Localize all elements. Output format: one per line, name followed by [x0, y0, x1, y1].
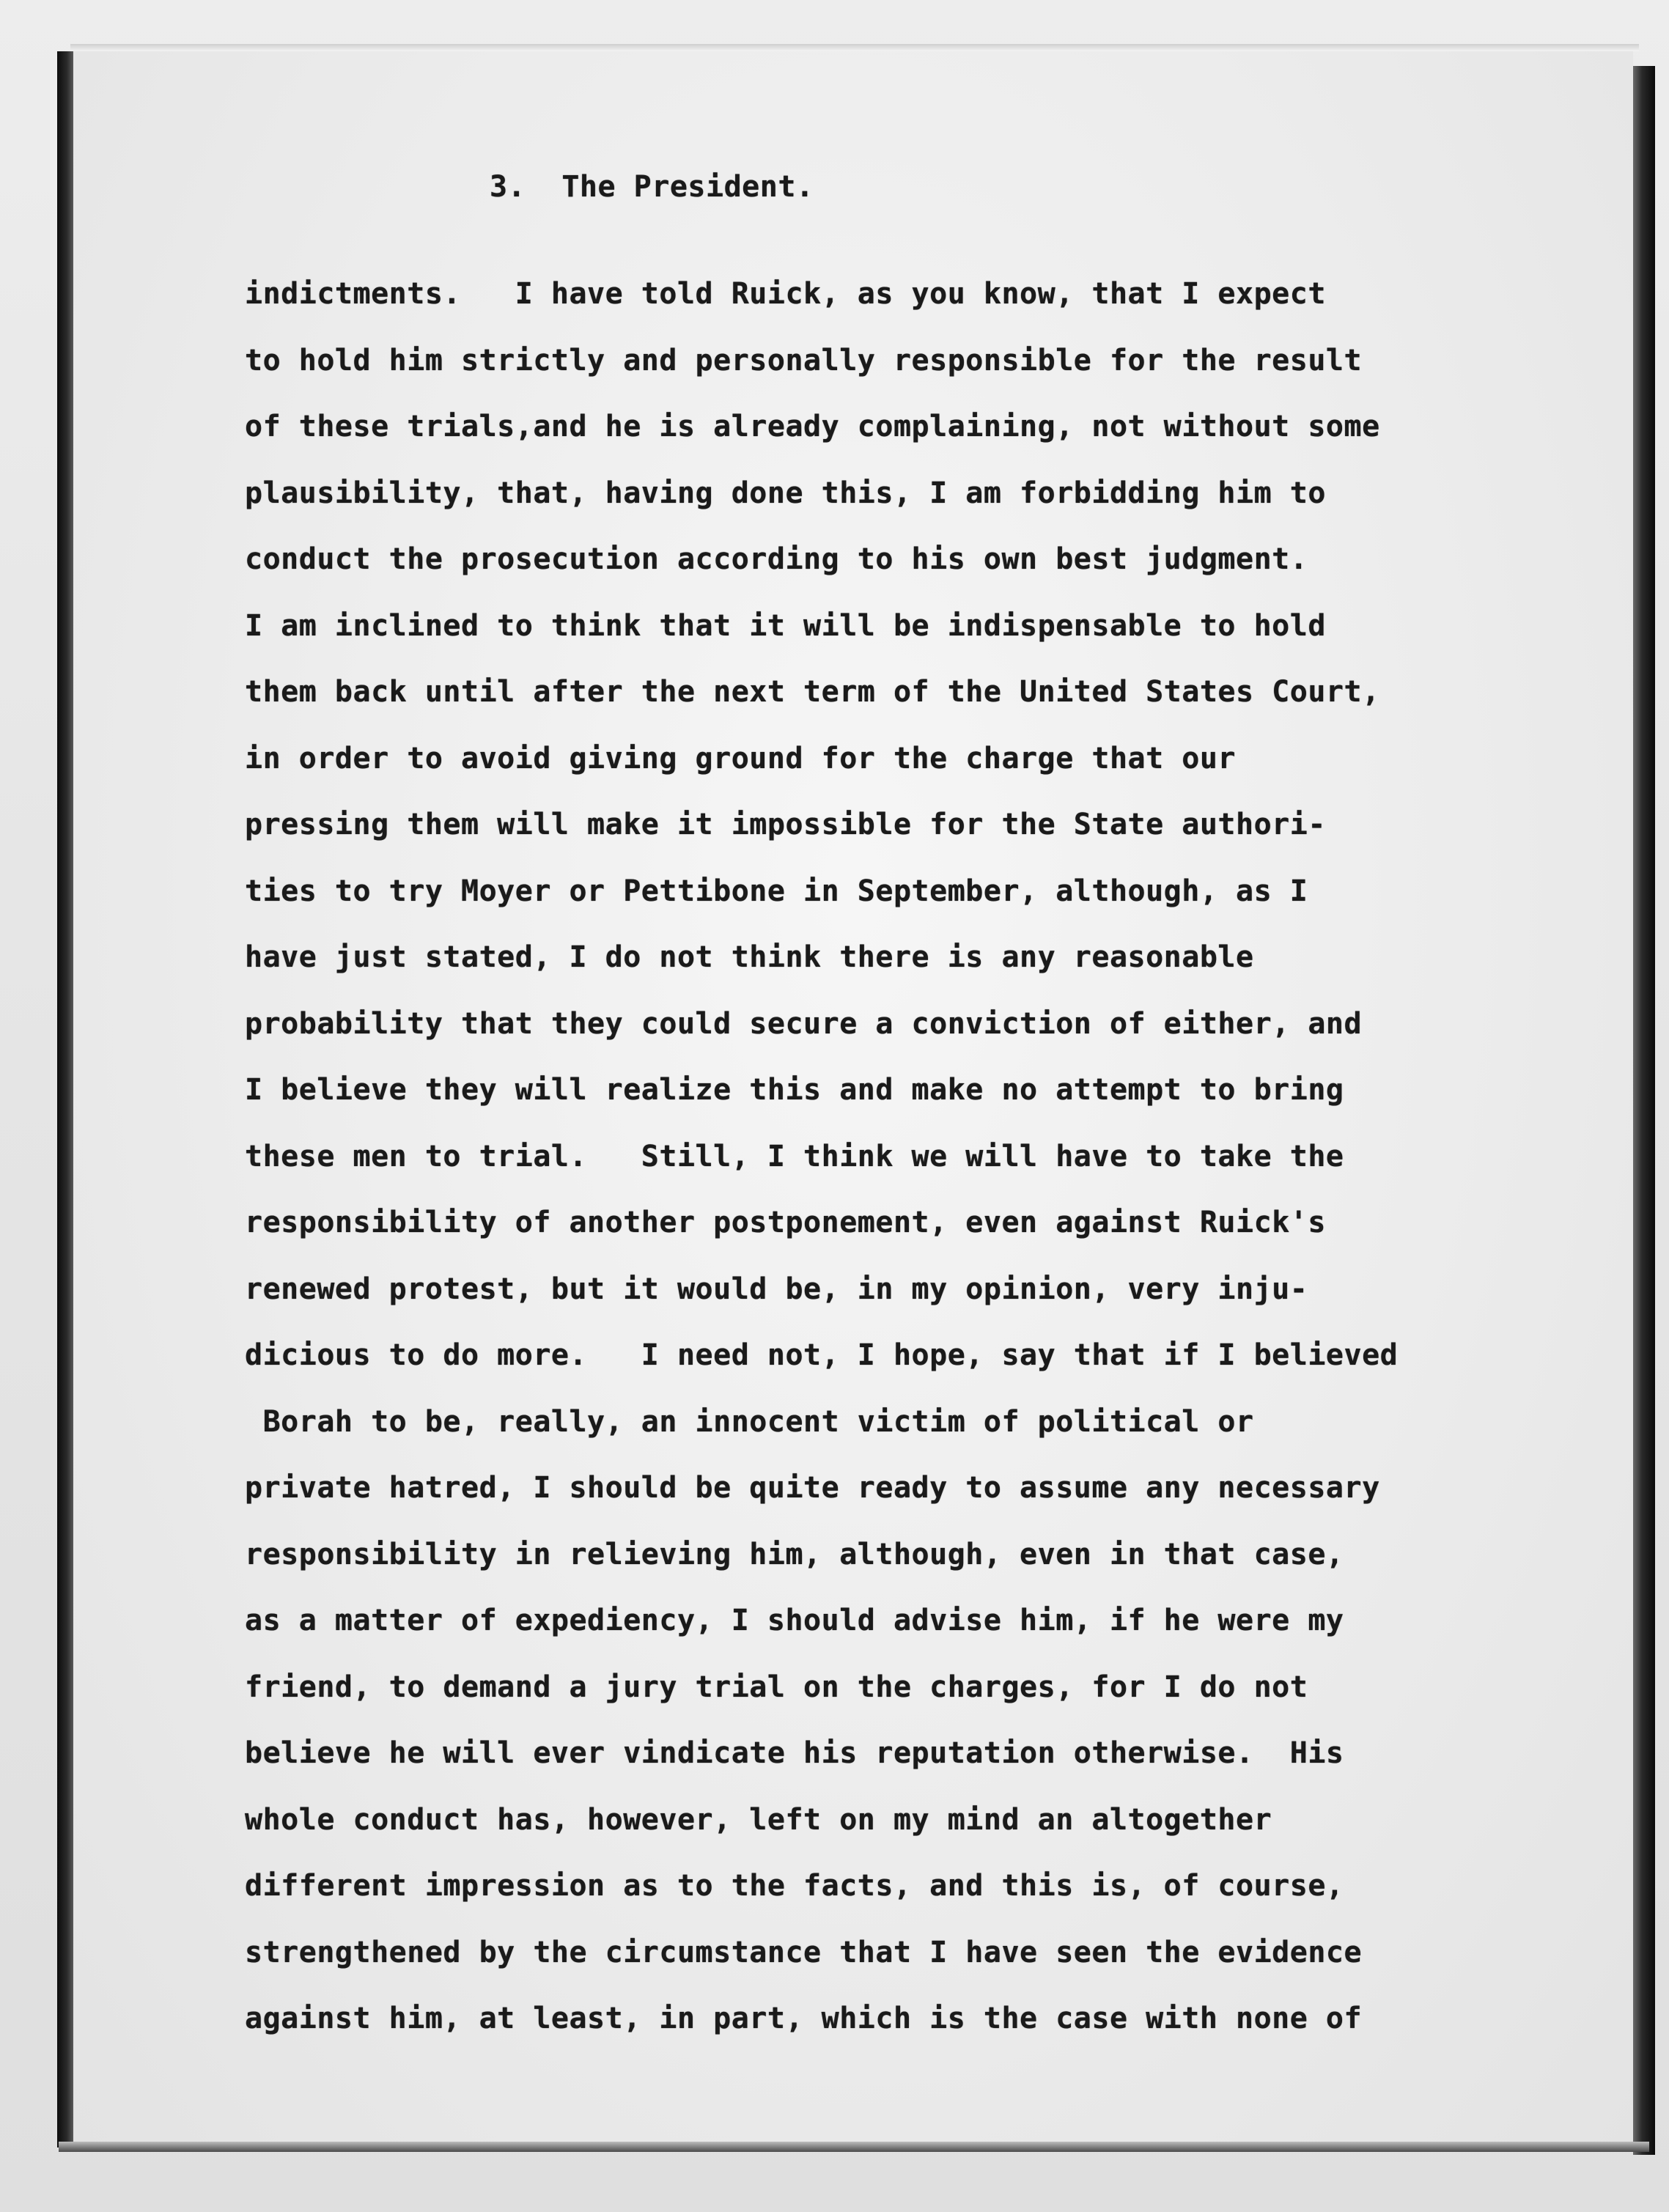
text-line: responsibility in relieving him, although, even in that case,: [245, 1537, 1344, 1571]
text-line: have just stated, I do not think there is any reasonable: [245, 940, 1254, 974]
page-header: 3. The President.: [490, 170, 814, 204]
text-line: indictments. I have told Ruick, as you know, that I expect: [245, 277, 1326, 311]
text-line: friend, to demand a jury trial on the charges, for I do not: [245, 1670, 1308, 1704]
text-line: whole conduct has, however, left on my mind an altogether: [245, 1802, 1272, 1837]
text-line: them back until after the next term of the United States Court,: [245, 675, 1380, 709]
text-line: as a matter of expediency, I should advise him, if he were my: [245, 1604, 1344, 1637]
text-line: to hold him strictly and personally responsible for the result: [245, 343, 1363, 377]
text-line: I believe they will realize this and make no attempt to bring: [245, 1073, 1344, 1107]
text-line: plausibility, that, having done this, I am forbidding him to: [245, 476, 1326, 510]
typewritten-letter-body: [245, 0, 1550, 2035]
paper-left-edge-shadow: [57, 51, 73, 2148]
text-line: of these trials,and he is already complaining, not without some: [245, 410, 1380, 443]
text-line: renewed protest, but it would be, in my opinion, very inju-: [245, 1272, 1308, 1306]
text-line: dicious to do more. I need not, I hope, say that if I believed: [245, 1338, 1399, 1372]
text-line: strengthened by the circumstance that I have seen the evidence: [245, 1935, 1363, 1969]
text-line: Borah to be, really, an innocent victim of political or: [245, 1404, 1254, 1439]
text-line: ties to try Moyer or Pettibone in September, although, as I: [245, 874, 1308, 908]
text-line: responsibility of another postponement, even against Ruick's: [245, 1206, 1326, 1239]
text-line: I am inclined to think that it will be indispensable to hold: [245, 608, 1326, 643]
text-line: private hatred, I should be quite ready to assume any necessary: [245, 1471, 1380, 1505]
text-line: against him, at least, in part, which is the case with none of: [245, 2002, 1363, 2035]
paper-right-edge-shadow: [1633, 66, 1655, 2155]
text-line: probability that they could secure a conviction of either, and: [245, 1006, 1363, 1041]
paper-bottom-edge-shadow: [59, 2142, 1649, 2152]
text-line: in order to avoid giving ground for the charge that our: [245, 741, 1237, 775]
text-line: different impression as to the facts, and this is, of course,: [245, 1869, 1344, 1903]
text-line: believe he will ever vindicate his reputation otherwise. His: [245, 1736, 1344, 1770]
text-line: conduct the prosecution according to his own best judgment.: [245, 542, 1308, 576]
text-line: these men to trial. Still, I think we will have to take the: [245, 1139, 1344, 1173]
text-line: pressing them will make it impossible for the State authori-: [245, 808, 1326, 841]
